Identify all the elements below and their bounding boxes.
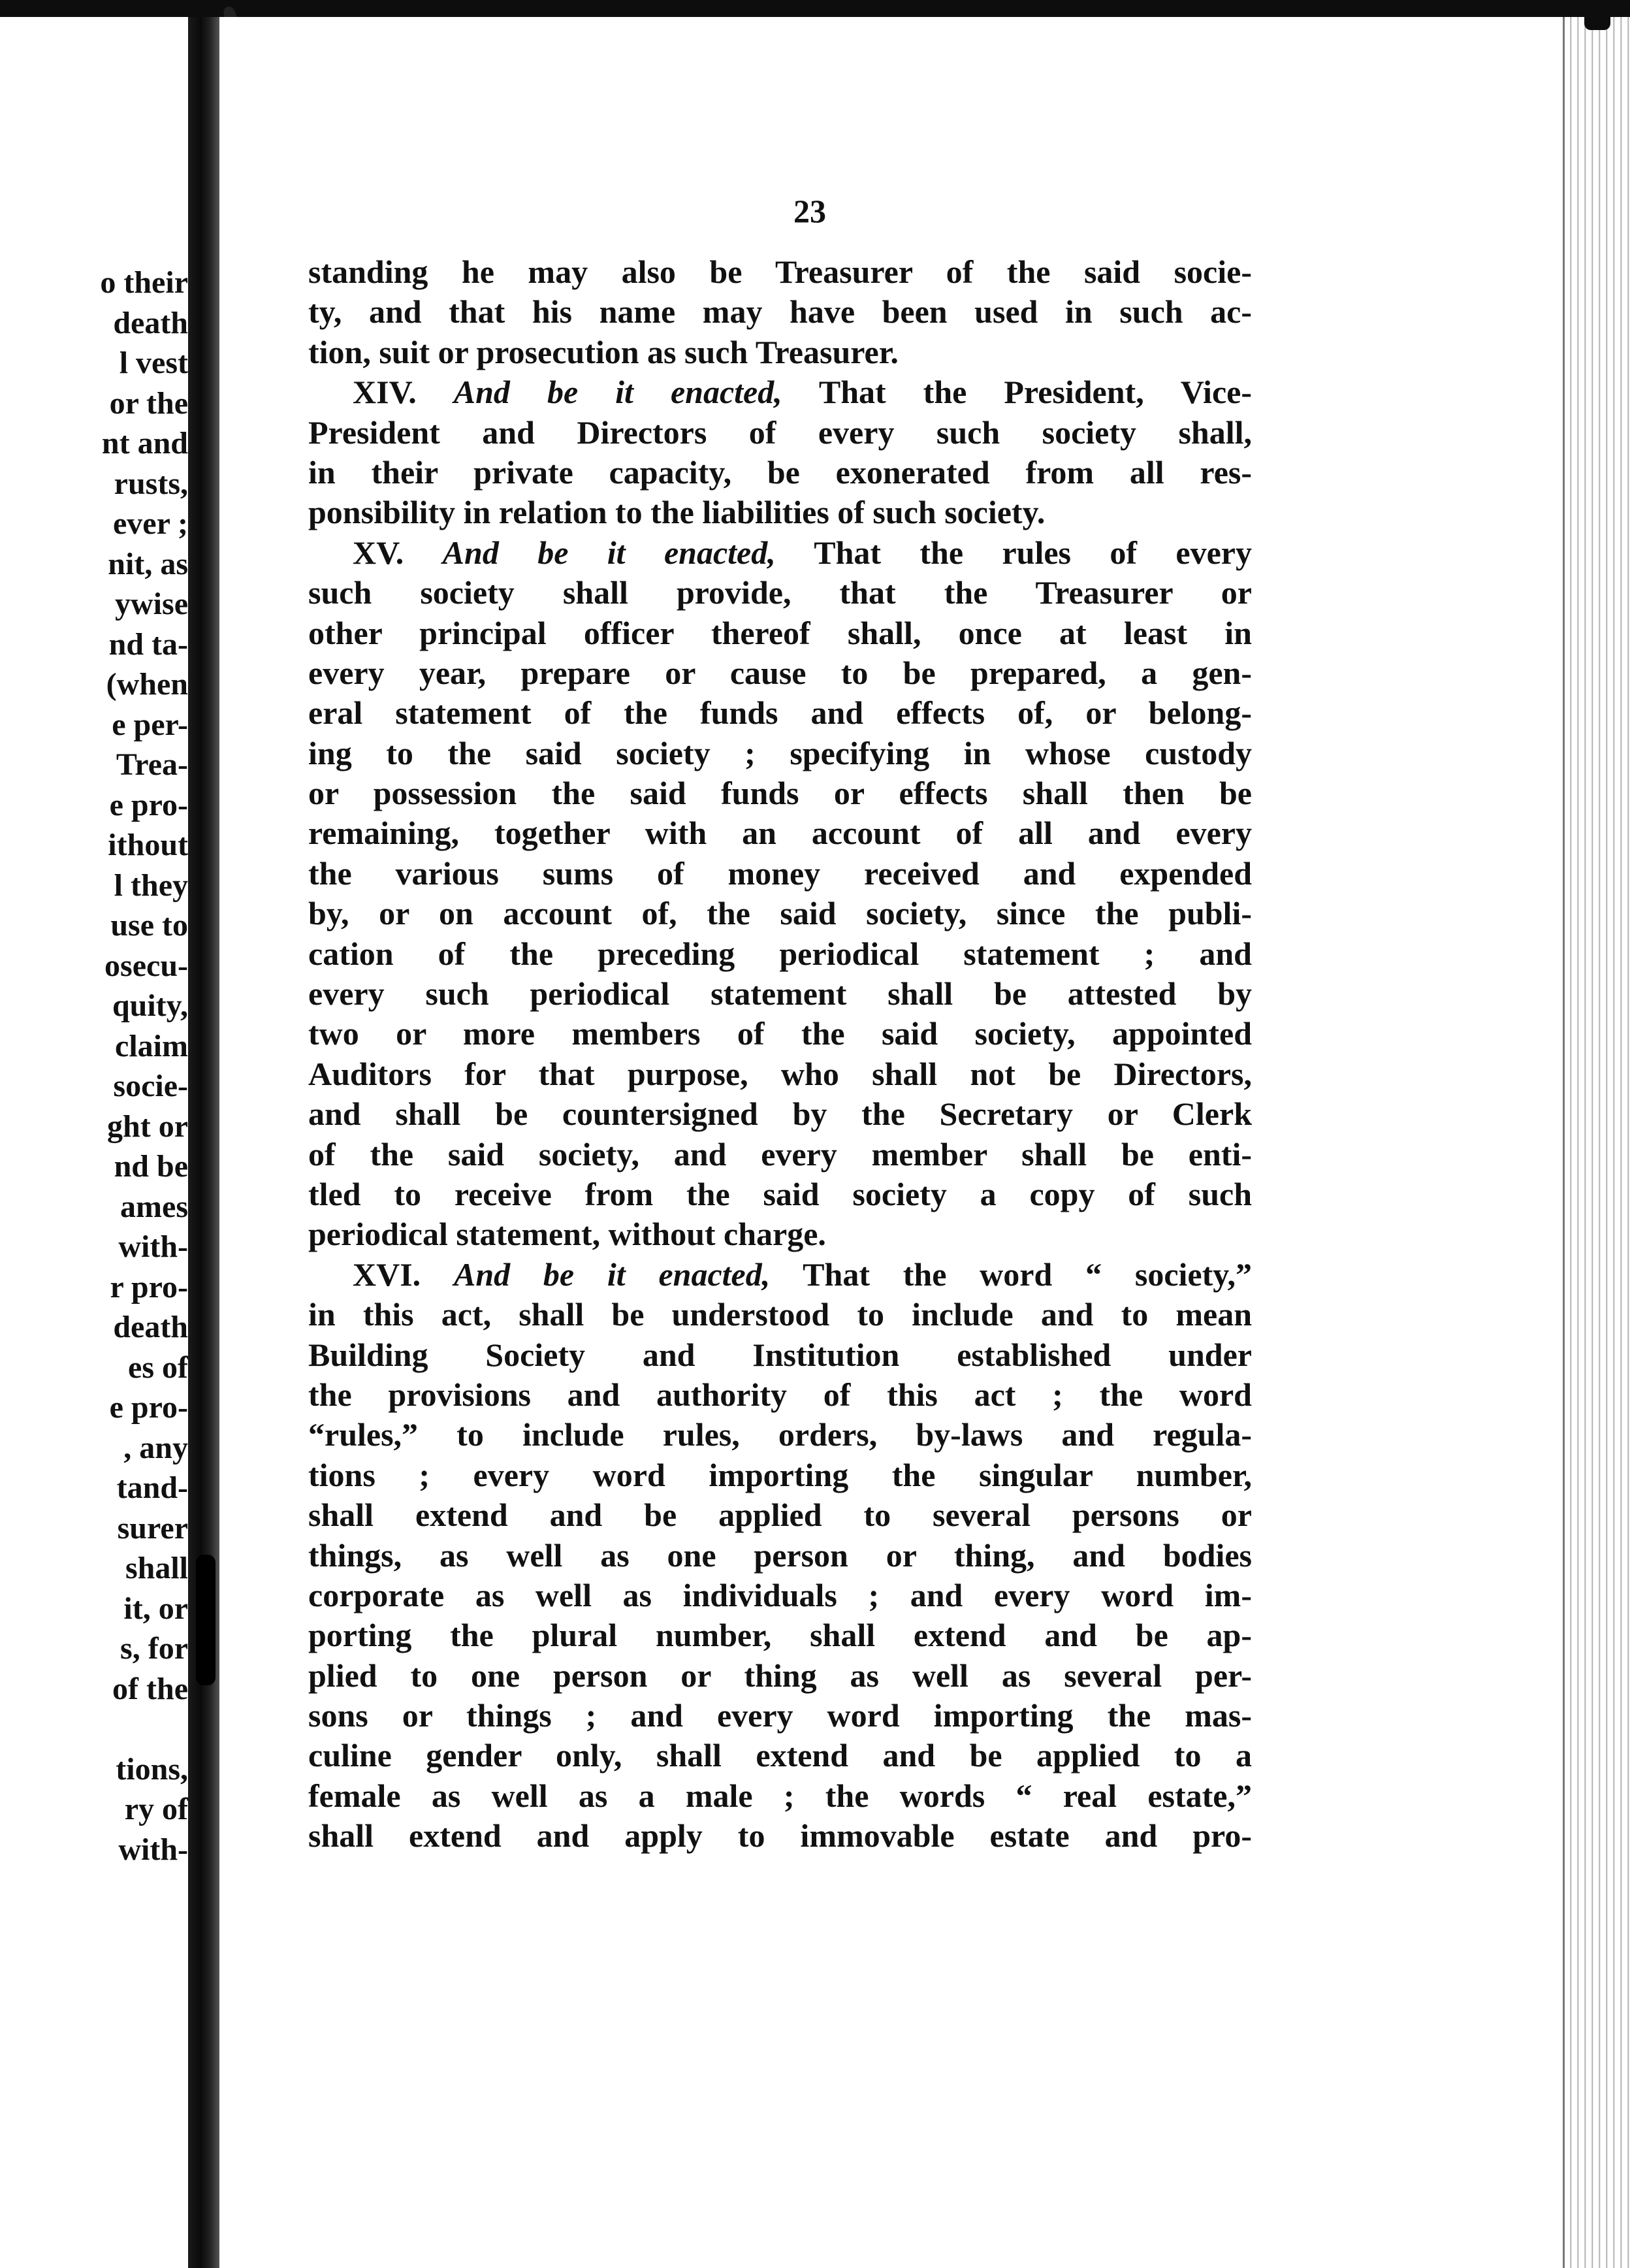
left-page-line: ght or <box>107 1109 188 1144</box>
text-line: remaining, together with an account of all and every <box>308 815 1252 852</box>
left-page-line: rusts, <box>114 466 188 501</box>
left-page-line: nd be <box>114 1149 188 1184</box>
left-page-line: nt and <box>101 426 188 461</box>
page-edges <box>1563 17 1630 2268</box>
corner-mark <box>1584 0 1610 30</box>
text-line: by, or on account of, the said society, since the publi- <box>308 895 1252 932</box>
text-line: every year, prepare or cause to be prepared, a gen- <box>308 654 1252 691</box>
page-number: 23 <box>793 193 826 229</box>
text-line: eral statement of the funds and effects of, or belong- <box>308 694 1252 732</box>
left-page-line: (when <box>106 667 188 702</box>
text-line: in this act, shall be understood to include and to mean <box>308 1296 1252 1333</box>
text-line: sons or things ; and every word importing the mas- <box>308 1697 1252 1734</box>
left-page-line: quity, <box>112 988 188 1023</box>
left-page-line: ever ; <box>112 506 188 541</box>
line-text: That the word “ society,” <box>803 1256 1252 1293</box>
text-line: Auditors for that purpose, who shall not be Directors, <box>308 1055 1252 1092</box>
left-page-line: Trea- <box>116 747 188 782</box>
text-line: shall extend and apply to immovable estate and pro- <box>308 1817 1252 1855</box>
left-page-line: use to <box>110 908 188 943</box>
section-heading-line <box>308 1255 1252 1295</box>
left-page-line: r pro- <box>110 1269 188 1304</box>
left-page-line: osecu- <box>104 948 188 983</box>
left-page-line: with- <box>118 1832 188 1867</box>
scan-top-border <box>0 0 1630 17</box>
section-heading-line <box>308 372 1252 412</box>
left-page-line: tand- <box>116 1470 188 1505</box>
section-number: XIV. <box>353 374 417 411</box>
enacting-phrase: And be it enacted, <box>442 534 776 571</box>
section-heading-line <box>308 533 1252 573</box>
page-body-text <box>308 252 1252 1856</box>
text-line: President and Directors of every such society shall, <box>308 413 1252 451</box>
text-line: culine gender only, shall extend and be applied to a <box>308 1737 1252 1774</box>
text-line: periodical statement, without charge. <box>308 1216 826 1253</box>
text-line: the provisions and authority of this act ; the word <box>308 1376 1252 1413</box>
text-line: Building Society and Institution established under <box>308 1336 1252 1373</box>
left-page-line: s, for <box>120 1631 188 1666</box>
left-page-line: e pro- <box>109 787 188 822</box>
text-line: plied to one person or thing as well as several per- <box>308 1657 1252 1694</box>
line-text: That the President, Vice- <box>818 374 1252 411</box>
book-gutter <box>188 17 219 2268</box>
text-line: shall extend and be applied to several persons or <box>308 1497 1252 1534</box>
section-number: XV. <box>353 534 404 571</box>
text-line: “rules,” to include rules, orders, by-laws and regula- <box>308 1416 1252 1453</box>
text-line: tions ; every word importing the singular number, <box>308 1456 1252 1493</box>
left-page-line: tions, <box>116 1751 188 1787</box>
text-line: tion, suit or prosecution as such Treasurer. <box>308 333 899 370</box>
left-page-line: nd ta- <box>108 626 188 662</box>
text-line: porting the plural number, shall extend and be ap- <box>308 1617 1252 1654</box>
text-line: tled to receive from the said society a copy of such <box>308 1175 1252 1212</box>
left-page-line: , any <box>123 1430 188 1465</box>
text-line: of the said society, and every member shall be enti- <box>308 1135 1252 1173</box>
left-page-line: l they <box>114 867 188 903</box>
gutter-shadow-mark <box>196 1555 216 1685</box>
text-line: female as well as a male ; the words “ real estate,” <box>308 1777 1252 1814</box>
left-page-line: e pro- <box>109 1390 188 1425</box>
left-page-line <box>5 1709 188 1749</box>
left-page-line: o their <box>100 265 188 300</box>
text-line: other principal officer thereof shall, once at least in <box>308 614 1252 651</box>
text-line: ponsibility in relation to the liabilities of such society. <box>308 494 1046 531</box>
text-line: two or more members of the said society, appointed <box>308 1015 1252 1052</box>
left-page-line: shall <box>125 1551 188 1585</box>
enacting-phrase: And be it enacted, <box>453 374 782 411</box>
left-page-line: death <box>113 305 188 340</box>
left-page-line: e per- <box>112 707 188 742</box>
text-line: ty, and that his name may have been used in such ac- <box>308 293 1252 331</box>
left-page-line: nit, as <box>108 546 188 581</box>
enacting-phrase: And be it enacted, <box>453 1256 771 1293</box>
left-page-line: ry of <box>124 1792 188 1826</box>
left-facing-page <box>0 17 188 2268</box>
text-line: the various sums of money received and expended <box>308 854 1252 892</box>
text-line: or possession the said funds or effects shall then be <box>308 775 1252 812</box>
left-page-line: ywise <box>115 587 188 621</box>
left-page-line: claim <box>115 1028 188 1063</box>
main-page <box>219 17 1565 2268</box>
left-page-text <box>5 263 188 1870</box>
text-line: ing to the said society ; specifying in whose custody <box>308 734 1252 771</box>
left-page-line: es of <box>128 1350 188 1385</box>
left-page-line: of the <box>112 1671 188 1706</box>
left-page-line: death <box>113 1310 188 1344</box>
left-page-line: it, or <box>123 1591 188 1626</box>
text-line: every such periodical statement shall be attested by <box>308 975 1252 1012</box>
text-line: corporate as well as individuals ; and every word im- <box>308 1576 1252 1613</box>
text-line: and shall be countersigned by the Secretary or Clerk <box>308 1095 1252 1133</box>
left-page-line: or the <box>109 385 188 421</box>
left-page-line: l vest <box>119 346 188 380</box>
left-page-line: with- <box>118 1229 188 1264</box>
text-line: such society shall provide, that the Treasurer or <box>308 574 1252 611</box>
left-page-line: surer <box>117 1510 188 1546</box>
left-page-line: socie- <box>113 1069 188 1103</box>
section-number: XVI. <box>353 1256 421 1293</box>
left-page-line: ithout <box>108 828 188 862</box>
text-line: in their private capacity, be exonerated from all res- <box>308 453 1252 491</box>
line-text: That the rules of every <box>814 534 1252 571</box>
text-line: cation of the preceding periodical statement ; and <box>308 935 1252 972</box>
left-page-line: ames <box>120 1189 188 1224</box>
text-line: standing he may also be Treasurer of the said socie- <box>308 253 1252 290</box>
text-line: things, as well as one person or thing, and bodies <box>308 1536 1252 1574</box>
